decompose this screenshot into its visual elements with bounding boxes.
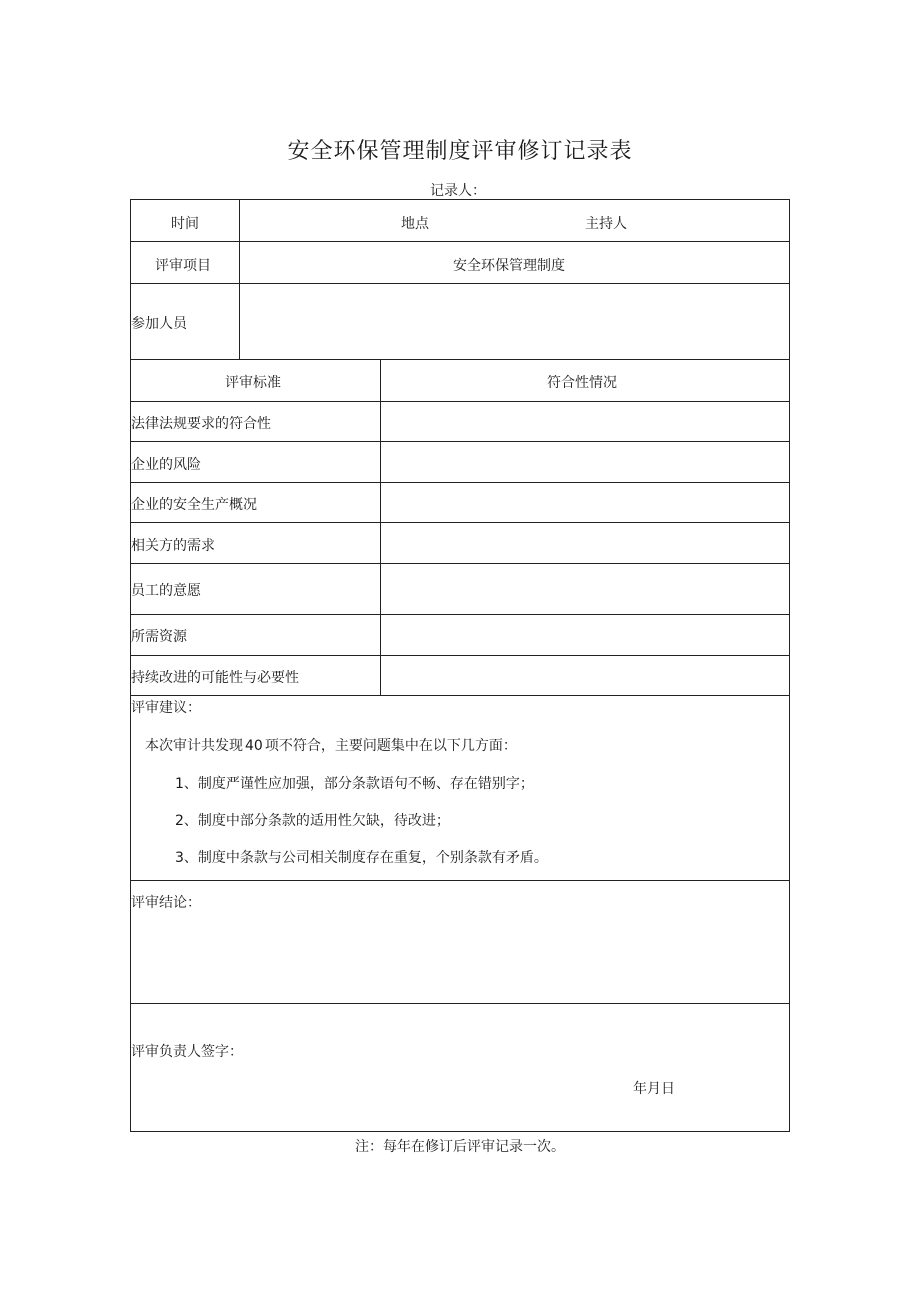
suggestion-item [175,847,548,867]
review-record-table [130,199,790,1132]
item-text: 、制度中条款与公司相关制度存在重复，个别条款有矛盾。 [183,850,548,866]
intro-post: 项不符合，主要问题集中在以下几方面： [264,738,517,754]
item-text: 、制度中部分条款的适用性欠缺，待改进； [183,813,450,829]
criteria-standard-header: 评审标准 [225,375,281,391]
row-divider [131,563,789,564]
conclusion-label: 评审结论： [131,895,201,911]
criteria-row: 企业的风险 [131,457,201,473]
host-label: 主持人 [585,216,627,232]
criteria-row: 所需资源 [131,629,187,645]
intro-pre: 本次审计共发现 [145,738,243,754]
row-divider [131,695,789,696]
row-divider [131,401,789,402]
item-number: 3 [175,850,184,866]
recorder-label: 记录人： [430,183,486,199]
criteria-row: 企业的安全生产概况 [131,497,257,513]
criteria-row: 持续改进的可能性与必要性 [131,670,299,686]
row-divider [131,241,789,242]
document-title: 安全环保管理制度评审修订记录表 [287,139,633,164]
project-label: 评审项目 [155,258,211,274]
participants-label: 参加人员 [131,316,187,332]
row-divider [131,482,789,483]
row-divider [131,880,789,881]
row-divider [131,522,789,523]
criteria-compliance-header: 符合性情况 [547,375,617,391]
item-number: 2 [175,813,184,829]
project-value: 安全环保管理制度 [453,258,565,274]
suggestions-intro [145,735,517,755]
row-divider [131,614,789,615]
row-divider [131,359,789,360]
time-label: 时间 [171,216,199,232]
row-divider [131,441,789,442]
suggestion-item [175,773,534,793]
criteria-row: 员工的意愿 [131,583,201,599]
row-divider [131,1003,789,1004]
signature-label: 评审负责人签字： [131,1044,243,1060]
item-number: 1 [175,776,184,792]
footnote: 注：每年在修订后评审记录一次。 [355,1139,565,1155]
item-text: 、制度严谨性应加强，部分条款语句不畅、存在错别字； [183,776,534,792]
criteria-row: 法律法规要求的符合性 [131,416,271,432]
criteria-row: 相关方的需求 [131,538,215,554]
column-divider [380,359,381,695]
suggestion-item [175,810,450,830]
row-divider [131,655,789,656]
row-divider [131,283,789,284]
place-label: 地点 [401,216,429,232]
date-label: 年月日 [633,1081,675,1097]
intro-count: 40 [245,738,263,754]
column-divider [239,200,240,359]
suggestions-label: 评审建议： [131,700,201,716]
